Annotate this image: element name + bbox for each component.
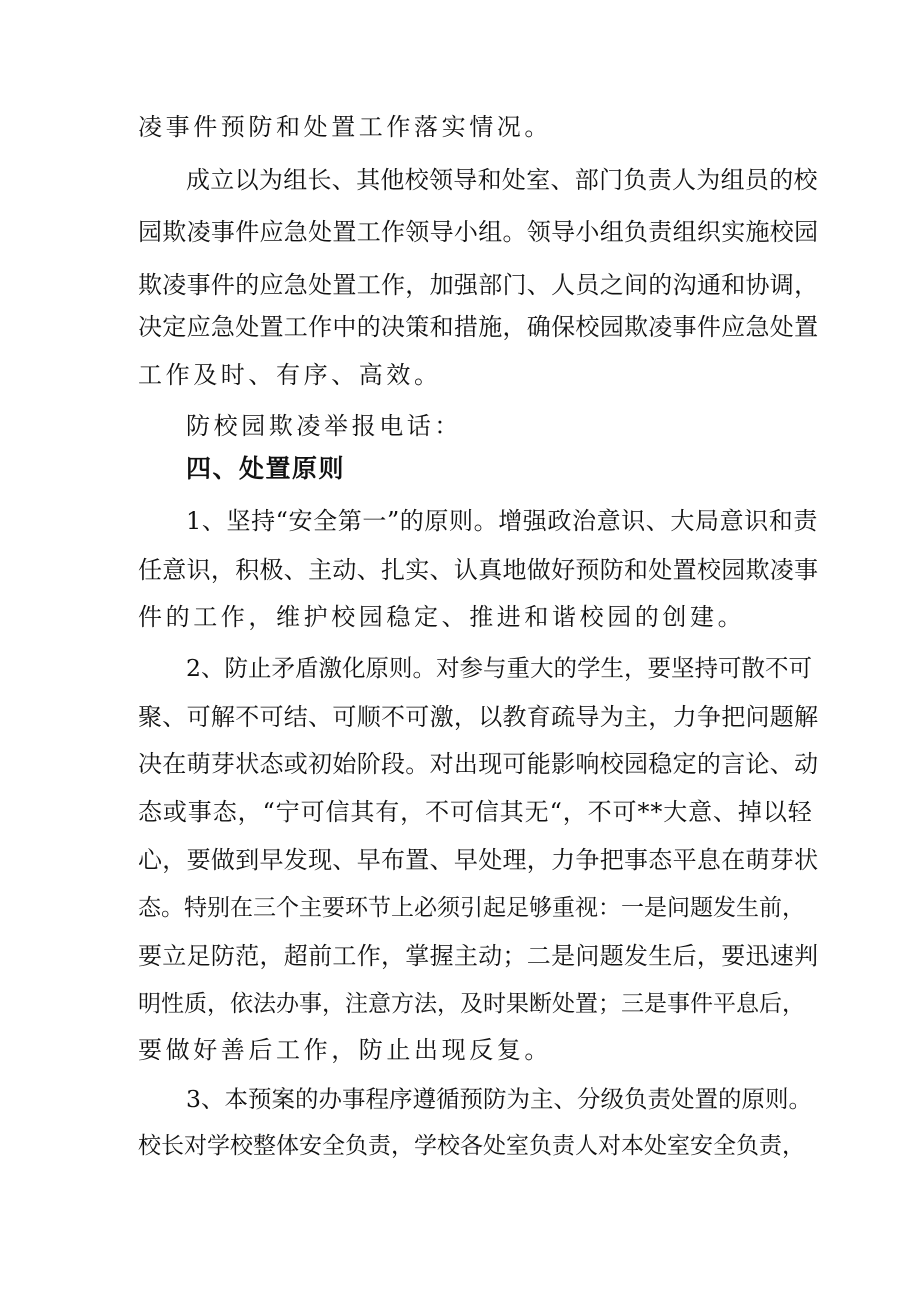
paragraph-line: 防校园欺凌举报电话： [186, 412, 462, 440]
paragraph-line: 2、防止矛盾激化原则。对参与重大的学生，要坚持可散不可 [186, 654, 812, 682]
paragraph-line: 校长对学校整体安全负责，学校各处室负责人对本处室安全负责， [138, 1133, 805, 1159]
paragraph-line: 园欺凌事件应急处置工作领导小组。领导小组负责组织实施校园 [138, 218, 818, 246]
paragraph-line: 态或事态，“宁可信其有，不可信其无“，不可**大意、掉以轻 [138, 798, 813, 826]
paragraph-line: 决定应急处置工作中的决策和措施，确保校园欺凌事件应急处置 [138, 313, 818, 341]
paragraph-line: 欺凌事件的应急处置工作，加强部门、人员之间的沟通和协调， [138, 271, 818, 299]
paragraph-line: 件的工作，维护校园稳定、推进和谐校园的创建。 [138, 603, 746, 631]
paragraph-line: 工作及时、有序、高效。 [138, 361, 442, 389]
paragraph-line: 心，要做到早发现、早布置、早处理，力争把事态平息在萌芽状 [138, 846, 818, 874]
paragraph-line: 凌事件预防和处置工作落实情况。 [138, 113, 552, 141]
paragraph-line: 任意识，积极、主动、扎实、认真地做好预防和处置校园欺凌事 [138, 556, 818, 584]
paragraph-line: 成立以为组长、其他校领导和处室、部门负责人为组员的校 [186, 166, 818, 194]
paragraph-line: 要立足防范，超前工作，掌握主动；二是问题发生后，要迅速判 [138, 942, 818, 970]
paragraph-line: 要做好善后工作，防止出现反复。 [138, 1036, 552, 1064]
paragraph-line: 3、本预案的办事程序遵循预防为主、分级负责处置的原则。 [186, 1085, 812, 1113]
paragraph-line: 明性质，依法办事，注意方法，及时果断处置；三是事件平息后， [138, 991, 805, 1017]
paragraph-line: 态。特别在三个主要环节上必须引起足够重视：一是问题发生前， [138, 895, 805, 921]
paragraph-line: 决在萌芽状态或初始阶段。对出现可能影响校园稳定的言论、动 [138, 750, 818, 778]
paragraph-line: 聚、可解不可结、可顺不可激，以教育疏导为主，力争把问题解 [138, 703, 818, 731]
paragraph-line: 1、坚持“安全第一”的原则。增强政治意识、大局意识和责 [186, 507, 818, 535]
section-heading: 四、处置原则 [186, 454, 346, 483]
